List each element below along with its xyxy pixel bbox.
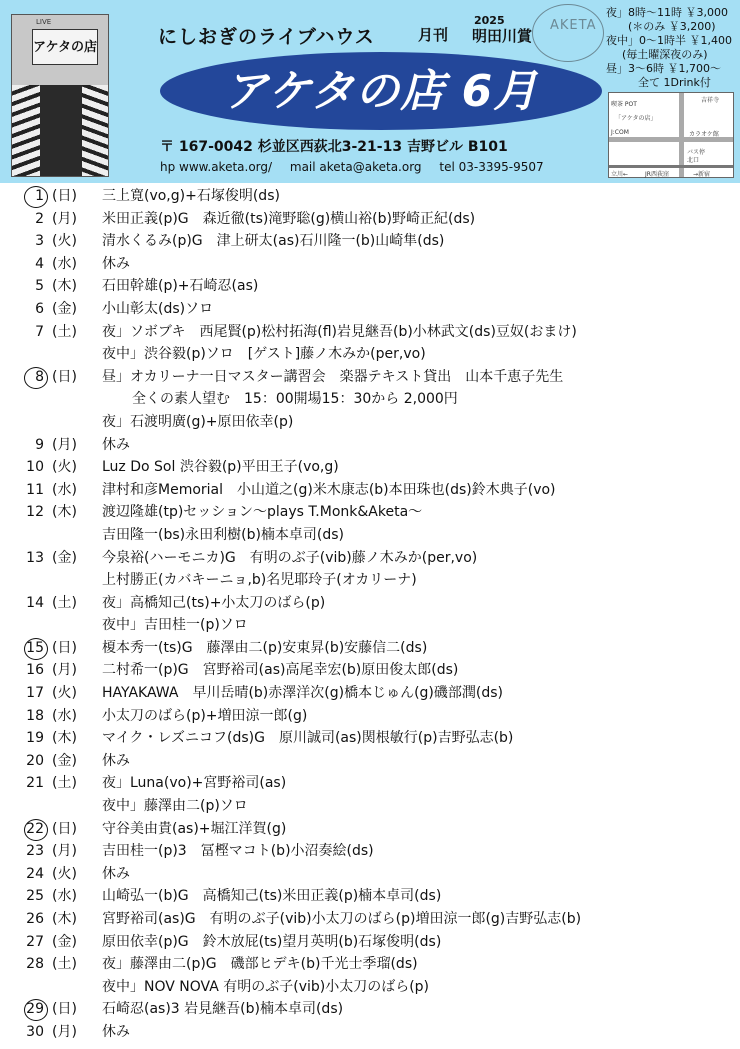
day-number-circled: 15 <box>16 637 46 660</box>
performance-text: 榎本秀一(ts)G 藤澤由二(p)安東昇(b)安藤信二(ds) <box>102 639 428 656</box>
performance-text: 夜中」NOV NOVA 有明のぶ子(vib)小太刀のばら(p) <box>102 978 430 995</box>
schedule-row <box>16 547 736 570</box>
access-map <box>608 92 734 178</box>
day-number: 17 <box>26 685 44 702</box>
photo-sign: アケタの店 <box>32 29 98 65</box>
performance-text: マイク・レズニコフ(ds)G 原川誠司(as)関根敏行(p)吉野弘志(b) <box>102 730 514 747</box>
schedule-list <box>16 185 736 1044</box>
day-of-week: (金) <box>52 933 77 950</box>
day-of-week: (日) <box>52 368 77 385</box>
day-of-week: (土) <box>52 323 77 340</box>
schedule-row <box>16 682 736 705</box>
hours-late-note: (毎土曜深夜のみ) <box>622 48 708 61</box>
performance-text: 渡辺隆雄(tp)セッション〜plays T.Monk&Aketa〜 <box>102 504 423 521</box>
day-number: 6 <box>35 300 44 317</box>
day-number: 24 <box>26 865 44 882</box>
page-header <box>0 0 740 183</box>
tagline: にしおぎのライブハウス <box>158 26 375 48</box>
day-of-week: (木) <box>52 911 77 927</box>
day-number: 7 <box>35 323 44 340</box>
schedule-row <box>16 569 736 592</box>
map-label-jcom: J:COM <box>611 129 629 136</box>
page-title: アケタの店 6月 <box>223 66 539 117</box>
map-label-kichijoji: 吉祥寺 <box>701 97 720 104</box>
day-number-circled: 8 <box>16 366 46 389</box>
day-of-week: (月) <box>52 1023 77 1040</box>
schedule-row <box>16 614 736 637</box>
day-of-week: (日) <box>52 188 77 204</box>
map-label-bus: バス停 <box>687 149 706 156</box>
storefront-photo <box>11 14 109 177</box>
day-of-week: (火) <box>52 459 77 476</box>
hours-night: 夜」8時〜11時 ￥3,000 <box>606 6 728 19</box>
schedule-row <box>16 321 736 344</box>
performance-text: 吉田隆一(bs)永田利樹(b)楠本卓司(ds) <box>102 526 345 543</box>
photo-doorway <box>40 85 82 177</box>
schedule-row <box>16 818 736 841</box>
schedule-row <box>16 998 736 1021</box>
day-number: 21 <box>26 775 44 792</box>
day-of-week: (日) <box>52 1001 77 1018</box>
performance-text: 夜」Luna(vo)+宮野裕司(as) <box>102 775 287 792</box>
hours-box <box>606 6 738 90</box>
monthly-label: 月刊 <box>418 26 449 44</box>
day-number: 12 <box>26 504 44 521</box>
schedule-row <box>16 637 736 660</box>
schedule-row <box>16 772 736 795</box>
performance-text: 昼」オカリーナ一日マスター講習会 楽器テキスト貸出 山本千恵子先生 <box>102 368 564 385</box>
schedule-row <box>16 411 736 434</box>
address: 〒 167-0042 杉並区西荻北3-21-13 吉野ビル B101 <box>160 139 508 155</box>
photo-wall-left <box>12 85 40 177</box>
schedule-row <box>16 840 736 863</box>
performance-text: 今泉裕(ハーモニカ)G 有明のぶ子(vib)藤ノ木みか(per,vo) <box>102 549 478 566</box>
photo-wall-right <box>82 85 109 177</box>
map-label-shinjuku: →新宿 <box>693 171 711 178</box>
day-number: 3 <box>35 233 44 250</box>
hours-late: 夜中」0〜1時半 ￥1,400 <box>606 34 732 47</box>
schedule-row <box>16 659 736 682</box>
schedule-row <box>16 208 736 231</box>
performance-text: 米田正義(p)G 森近徹(ts)滝野聡(g)横山裕(b)野崎正紀(ds) <box>102 210 476 227</box>
day-number-circled: 1 <box>16 185 46 208</box>
day-of-week: (月) <box>52 436 77 453</box>
schedule-row <box>16 366 736 389</box>
day-of-week: (日) <box>52 639 77 656</box>
day-of-week: (月) <box>52 210 77 227</box>
day-number-circled: 29 <box>16 998 46 1021</box>
performance-text: 守谷美由貴(as)+堀江洋賀(g) <box>102 820 287 837</box>
day-number: 25 <box>26 888 44 905</box>
performance-text: 夜」高橋知己(ts)+小太刀のばら(p) <box>102 594 326 611</box>
day-of-week: (火) <box>52 685 77 702</box>
day-number: 9 <box>35 436 44 453</box>
day-of-week: (月) <box>52 662 77 679</box>
performance-text: 夜中」藤澤由二(p)ソロ <box>102 798 248 815</box>
schedule-row <box>16 501 736 524</box>
map-label-aketa: 「アケタの店」 <box>615 115 657 122</box>
day-of-week: (水) <box>52 888 77 905</box>
schedule-row <box>16 253 736 276</box>
schedule-row <box>16 705 736 728</box>
schedule-row <box>16 388 736 411</box>
day-of-week: (金) <box>52 752 77 769</box>
performance-text: 全くの素人望む 15：00開場15：30から 2,000円 <box>132 391 458 408</box>
schedule-row <box>16 1021 736 1044</box>
performance-text: 夜中」渋谷毅(p)ソロ [ゲスト]藤ノ木みか(per,vo) <box>102 346 426 363</box>
performance-text: 石田幹雄(p)+石崎忍(as) <box>102 278 259 295</box>
performance-text: 清水くるみ(p)G 津上研太(as)石川隆一(b)山崎隼(ds) <box>102 233 445 250</box>
schedule-row <box>16 230 736 253</box>
day-number: 26 <box>26 911 44 927</box>
schedule-row <box>16 434 736 457</box>
email-link[interactable]: mail aketa@aketa.org <box>289 160 422 174</box>
schedule-row <box>16 953 736 976</box>
performance-text: 夜」石渡明廣(g)+原田依幸(p) <box>102 413 294 430</box>
performance-text: 夜」ソボブキ 西尾賢(p)松村拓海(fl)岩見継吾(b)小林武文(ds)豆奴(おまけ) <box>102 323 577 340</box>
day-of-week: (金) <box>52 549 77 566</box>
schedule-row <box>16 863 736 886</box>
map-label-north-exit: 北口 <box>687 157 700 164</box>
aketa-stamp-text: AKETA <box>550 18 597 33</box>
schedule-row <box>16 795 736 818</box>
day-number: 19 <box>26 730 44 747</box>
day-number: 2 <box>35 210 44 227</box>
day-number: 27 <box>26 933 44 950</box>
schedule-row <box>16 343 736 366</box>
performance-text: 山崎弘一(b)G 高橋知己(ts)米田正義(p)楠本卓司(ds) <box>102 888 442 905</box>
day-of-week: (土) <box>52 956 77 973</box>
day-number: 28 <box>26 956 44 973</box>
schedule-row <box>16 456 736 479</box>
day-number: 13 <box>26 549 44 566</box>
performance-text: 吉田桂一(p)3 冨樫マコト(b)小沼奏絵(ds) <box>102 843 374 860</box>
day-of-week: (金) <box>52 300 77 317</box>
map-label-karaoke: カラオケ館 <box>689 131 719 138</box>
performance-text: 宮野裕司(as)G 有明のぶ子(vib)小太刀のばら(p)増田涼一郎(g)吉野弘志(b) <box>102 911 582 927</box>
day-of-week: (土) <box>52 775 77 792</box>
day-number: 30 <box>26 1023 44 1040</box>
performance-text: 小山彰太(ds)ソロ <box>102 300 214 317</box>
day-number: 5 <box>35 278 44 295</box>
map-railway <box>609 165 733 168</box>
schedule-row <box>16 931 736 954</box>
performance-text: HAYAKAWA 早川岳晴(b)赤澤洋次(g)橋本じゅん(g)磯部潤(ds) <box>102 685 503 702</box>
performance-text: 夜中」吉田桂一(p)ソロ <box>102 617 248 634</box>
performance-text: 休み <box>102 255 130 272</box>
homepage-link[interactable]: hp www.aketa.org/ <box>160 160 273 174</box>
performance-text: 休み <box>102 865 130 882</box>
day-of-week: (木) <box>52 278 77 295</box>
performance-text: 上村勝正(カバキーニョ,b)名児耶玲子(オカリーナ) <box>102 572 417 589</box>
day-number: 20 <box>26 752 44 769</box>
schedule-row <box>16 479 736 502</box>
hours-drink-note: 全て 1Drink付 <box>638 76 711 89</box>
day-number: 14 <box>26 594 44 611</box>
performance-text: 休み <box>102 752 130 769</box>
day-of-week: (水) <box>52 707 77 724</box>
day-of-week: (火) <box>52 233 77 250</box>
schedule-row <box>16 298 736 321</box>
performance-text: 休み <box>102 436 130 453</box>
day-of-week: (木) <box>52 504 77 521</box>
performance-text: Luz Do Sol 渋谷毅(p)平田王子(vo,g) <box>102 459 339 476</box>
schedule-row <box>16 185 736 208</box>
performance-text: 休み <box>102 1023 130 1040</box>
performance-text: 三上寛(vo,g)+石塚俊明(ds) <box>102 188 280 204</box>
performance-text: 原田依幸(p)G 鈴木放屁(ts)望月英明(b)石塚俊明(ds) <box>102 933 442 950</box>
schedule-row <box>16 908 736 931</box>
phone-number: tel 03-3395-9507 <box>439 160 544 174</box>
day-of-week: (水) <box>52 481 77 498</box>
schedule-row <box>16 524 736 547</box>
map-label-station: JR西荻窪 <box>645 171 669 178</box>
prize-year: 2025 <box>474 14 505 27</box>
day-of-week: (火) <box>52 865 77 882</box>
schedule-row <box>16 976 736 999</box>
day-number: 18 <box>26 707 44 724</box>
performance-text: 津村和彦Memorial 小山道之(g)米木康志(b)本田珠也(ds)鈴木典子(vo) <box>102 481 556 498</box>
day-of-week: (水) <box>52 255 77 272</box>
contact-line <box>160 160 558 174</box>
day-number: 10 <box>26 459 44 476</box>
map-label-pot: 喫茶 POT <box>611 101 637 108</box>
performance-text: 夜」藤澤由二(p)G 磯部ヒデキ(b)千光士季瑠(ds) <box>102 956 418 973</box>
day-of-week: (土) <box>52 594 77 611</box>
day-number: 23 <box>26 843 44 860</box>
schedule-row <box>16 592 736 615</box>
schedule-row <box>16 275 736 298</box>
day-of-week: (月) <box>52 843 77 860</box>
schedule-row <box>16 750 736 773</box>
schedule-row <box>16 727 736 750</box>
hours-day: 昼」3〜6時 ￥1,700〜 <box>606 62 721 75</box>
day-of-week: (日) <box>52 820 77 837</box>
map-label-tachikawa: 立川← <box>611 171 629 178</box>
performance-text: 小太刀のばら(p)+増田涼一郎(g) <box>102 707 308 724</box>
performance-text: 二村希一(p)G 宮野裕司(as)高尾幸宏(b)原田俊太郎(ds) <box>102 662 459 679</box>
photo-live-text: LIVE <box>36 18 52 26</box>
schedule-row <box>16 885 736 908</box>
day-of-week: (木) <box>52 730 77 747</box>
hours-night-note: (＊のみ ￥3,200) <box>628 20 716 33</box>
day-number: 16 <box>26 662 44 679</box>
prize-label: 明田川賞 <box>472 27 533 45</box>
performance-text: 石崎忍(as)3 岩見継吾(b)楠本卓司(ds) <box>102 1001 344 1018</box>
day-number-circled: 22 <box>16 818 46 841</box>
day-number: 11 <box>26 481 44 498</box>
day-number: 4 <box>35 255 44 272</box>
